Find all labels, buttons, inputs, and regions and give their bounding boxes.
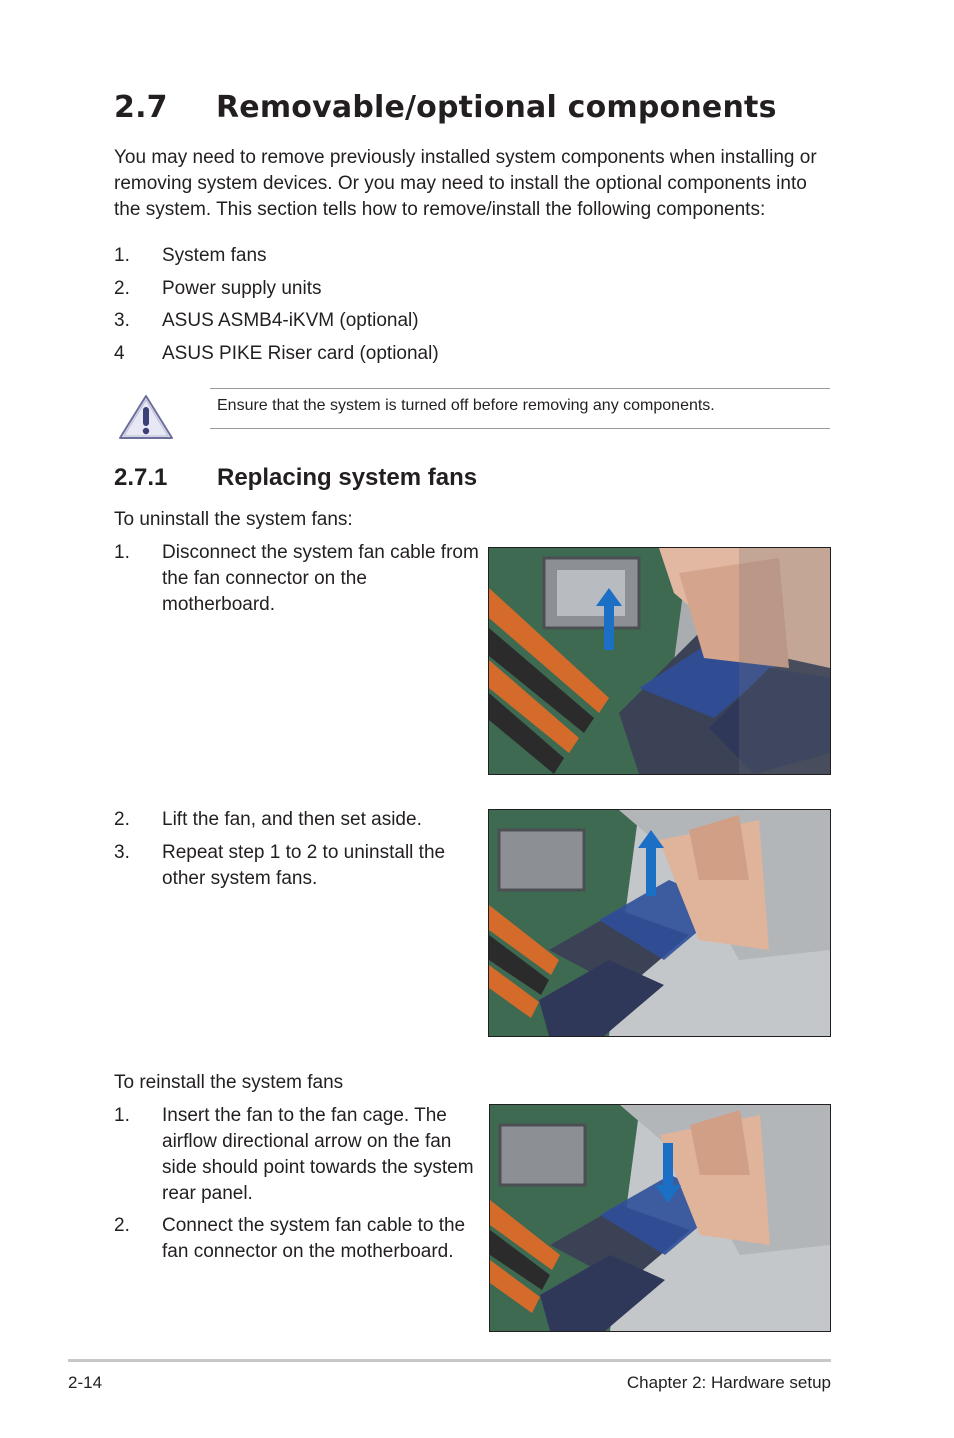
step-number: 1. (114, 542, 130, 563)
step-number: 3. (114, 842, 130, 863)
list-item-number: 4 (114, 343, 125, 364)
step-text: Disconnect the system fan cable from the fan connector on the motherboard. (162, 542, 479, 615)
step-text: Lift the fan, and then set aside. (162, 809, 422, 830)
subsection-title-text: Replacing system fans (217, 464, 478, 491)
photo-disconnect-fan-cable (488, 547, 831, 775)
uninstall-step (114, 540, 479, 620)
section-number: 2.7 (114, 90, 168, 125)
note-bottom-rule (210, 428, 830, 429)
step-text: Insert the fan to the fan cage. The airflow directional arrow on the fan side should point towards the system rear panel. (162, 1105, 474, 1204)
photo-lift-fan (488, 809, 831, 1037)
intro-paragraph: You may need to remove previously installed system components when installing or removing system devices. Or you may need to install the optional components into the system. This section tells how to remove/install the following components: (114, 147, 817, 220)
photo-insert-fan (489, 1104, 831, 1332)
uninstall-intro: To uninstall the system fans: (114, 509, 353, 530)
note-top-rule (210, 388, 830, 389)
section-title-text: Removable/optional components (216, 90, 777, 125)
step-number: 2. (114, 1215, 130, 1236)
warning-triangle-icon (117, 390, 175, 442)
list-item-number: 1. (114, 245, 130, 266)
list-item-text: Power supply units (162, 278, 322, 299)
uninstall-step (114, 840, 474, 896)
uninstall-step (114, 807, 474, 835)
step-number: 1. (114, 1105, 130, 1126)
step-text: Repeat step 1 to 2 to uninstall the other system fans. (162, 842, 446, 889)
step-text: Connect the system fan cable to the fan connector on the motherboard. (162, 1215, 466, 1262)
list-item-number: 2. (114, 278, 130, 299)
page-number: 2-14 (68, 1373, 103, 1392)
step-number: 2. (114, 809, 130, 830)
note-text: Ensure that the system is turned off before removing any components. (217, 397, 715, 414)
reinstall-intro: To reinstall the system fans (114, 1072, 344, 1093)
footer-rule (68, 1359, 831, 1362)
chapter-label: Chapter 2: Hardware setup (626, 1373, 831, 1392)
reinstall-step (114, 1213, 474, 1269)
list-item-number: 3. (114, 310, 130, 331)
list-item-text: ASUS ASMB4-iKVM (optional) (162, 310, 419, 331)
reinstall-step (114, 1103, 474, 1211)
list-item-text: System fans (162, 245, 267, 266)
subsection-title (114, 464, 477, 492)
list-item-text: ASUS PIKE Riser card (optional) (162, 343, 439, 364)
section-title (114, 90, 777, 125)
subsection-number: 2.7.1 (114, 464, 168, 491)
